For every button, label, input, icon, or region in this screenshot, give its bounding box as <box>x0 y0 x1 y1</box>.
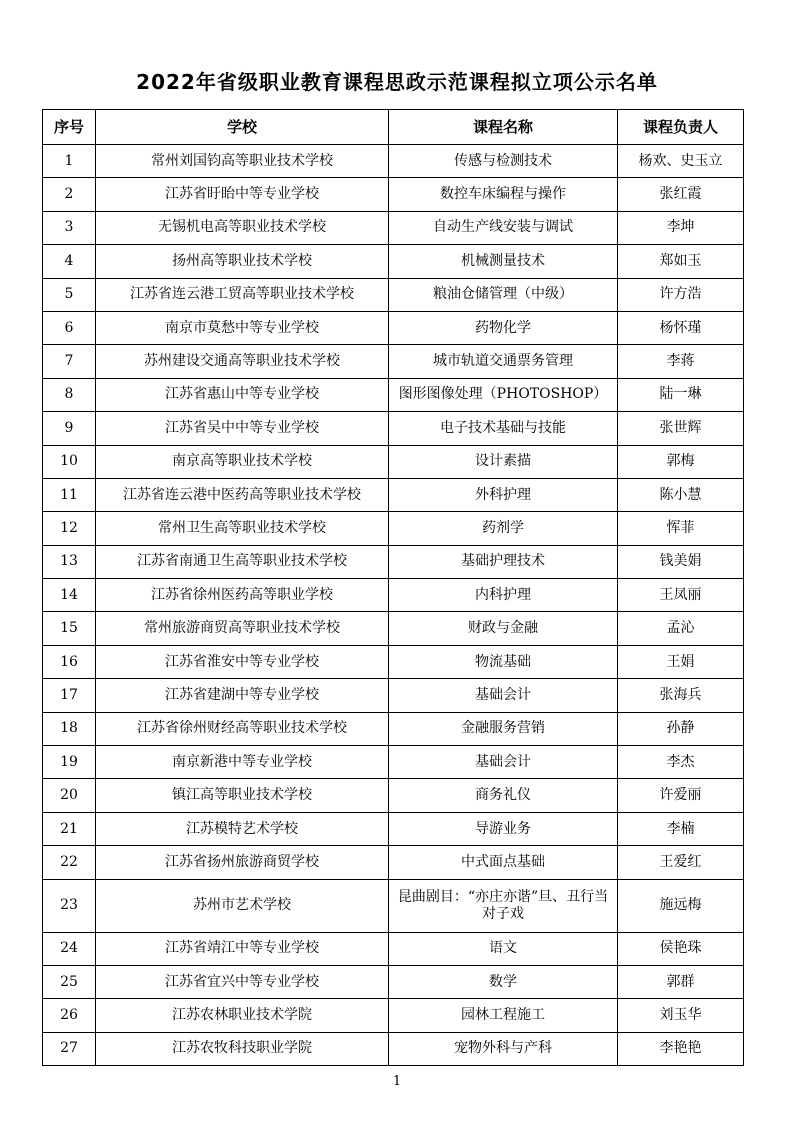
table-row <box>43 779 744 812</box>
cell-school: 江苏省连云港中医药高等职业技术学校 <box>96 478 389 511</box>
cell-school: 常州卫生高等职业技术学校 <box>96 512 389 545</box>
cell-leader: 张红霞 <box>618 178 744 211</box>
cell-index: 14 <box>43 579 96 612</box>
cell-leader: 许方浩 <box>618 278 744 311</box>
page-title: 2022年省级职业教育课程思政示范课程拟立项公示名单 <box>136 70 658 94</box>
cell-index: 7 <box>43 345 96 378</box>
cell-school: 江苏省徐州医药高等职业学校 <box>96 579 389 612</box>
cell-index: 3 <box>43 211 96 244</box>
cell-school: 江苏省吴中中等专业学校 <box>96 412 389 445</box>
cell-school: 江苏农林职业技术学院 <box>96 999 389 1032</box>
table-row <box>43 1032 744 1065</box>
table-row <box>43 445 744 478</box>
table-row <box>43 545 744 578</box>
cell-school: 江苏省惠山中等专业学校 <box>96 378 389 411</box>
cell-course: 金融服务营销 <box>389 712 618 745</box>
cell-index: 26 <box>43 999 96 1032</box>
cell-index: 25 <box>43 965 96 998</box>
cell-leader: 孟沁 <box>618 612 744 645</box>
table-row <box>43 645 744 678</box>
cell-course: 物流基础 <box>389 645 618 678</box>
cell-index: 2 <box>43 178 96 211</box>
cell-leader: 杨怀瑾 <box>618 311 744 344</box>
cell-index: 12 <box>43 512 96 545</box>
cell-school: 镇江高等职业技术学校 <box>96 779 389 812</box>
cell-school: 江苏模特艺术学校 <box>96 812 389 845</box>
cell-leader: 李艳艳 <box>618 1032 744 1065</box>
cell-index: 27 <box>43 1032 96 1065</box>
cell-leader: 钱美娟 <box>618 545 744 578</box>
cell-school: 苏州建设交通高等职业技术学校 <box>96 345 389 378</box>
cell-course: 粮油仓储管理（中级） <box>389 278 618 311</box>
cell-index: 24 <box>43 932 96 965</box>
cell-leader: 施远梅 <box>618 879 744 932</box>
cell-school: 南京市莫愁中等专业学校 <box>96 311 389 344</box>
cell-course: 传感与检测技术 <box>389 145 618 178</box>
table-row <box>43 712 744 745</box>
cell-course: 内科护理 <box>389 579 618 612</box>
cell-index: 10 <box>43 445 96 478</box>
cell-index: 18 <box>43 712 96 745</box>
cell-school: 无锡机电高等职业技术学校 <box>96 211 389 244</box>
table-row <box>43 679 744 712</box>
table-row <box>43 999 744 1032</box>
cell-school: 南京高等职业技术学校 <box>96 445 389 478</box>
table-row <box>43 278 744 311</box>
cell-leader: 郭群 <box>618 965 744 998</box>
cell-course: 园林工程施工 <box>389 999 618 1032</box>
cell-index: 6 <box>43 311 96 344</box>
table-row <box>43 579 744 612</box>
cell-leader: 刘玉华 <box>618 999 744 1032</box>
cell-course: 基础会计 <box>389 746 618 779</box>
cell-leader: 李坤 <box>618 211 744 244</box>
cell-course: 数控车床编程与操作 <box>389 178 618 211</box>
cell-index: 15 <box>43 612 96 645</box>
cell-index: 9 <box>43 412 96 445</box>
cell-index: 8 <box>43 378 96 411</box>
cell-leader: 李杰 <box>618 746 744 779</box>
cell-index: 16 <box>43 645 96 678</box>
cell-course: 电子技术基础与技能 <box>389 412 618 445</box>
cell-course: 商务礼仪 <box>389 779 618 812</box>
table-row <box>43 412 744 445</box>
cell-course: 数学 <box>389 965 618 998</box>
header-course: 课程名称 <box>389 110 618 145</box>
cell-leader: 李楠 <box>618 812 744 845</box>
table-row <box>43 932 744 965</box>
table-row <box>43 245 744 278</box>
cell-course: 药物化学 <box>389 311 618 344</box>
cell-leader: 李蒋 <box>618 345 744 378</box>
cell-leader: 陈小慧 <box>618 478 744 511</box>
cell-leader: 王爱红 <box>618 846 744 879</box>
cell-school: 江苏省南通卫生高等职业技术学校 <box>96 545 389 578</box>
header-index: 序号 <box>43 110 96 145</box>
cell-index: 20 <box>43 779 96 812</box>
cell-leader: 郑如玉 <box>618 245 744 278</box>
cell-course: 外科护理 <box>389 478 618 511</box>
table-row <box>43 145 744 178</box>
cell-school: 常州旅游商贸高等职业技术学校 <box>96 612 389 645</box>
cell-course: 机械测量技术 <box>389 245 618 278</box>
cell-school: 江苏省淮安中等专业学校 <box>96 645 389 678</box>
cell-course: 基础护理技术 <box>389 545 618 578</box>
table-header-row <box>43 110 744 145</box>
table-row <box>43 211 744 244</box>
cell-course: 昆曲剧目：“亦庄亦谐”旦、丑行当对子戏 <box>389 879 618 932</box>
cell-leader: 张世辉 <box>618 412 744 445</box>
cell-course: 自动生产线安装与调试 <box>389 211 618 244</box>
cell-school: 江苏省靖江中等专业学校 <box>96 932 389 965</box>
header-school: 学校 <box>96 110 389 145</box>
cell-leader: 王凤丽 <box>618 579 744 612</box>
cell-index: 4 <box>43 245 96 278</box>
cell-school: 江苏省盱眙中等专业学校 <box>96 178 389 211</box>
cell-school: 扬州高等职业技术学校 <box>96 245 389 278</box>
table-row <box>43 846 744 879</box>
cell-school: 江苏省扬州旅游商贸学校 <box>96 846 389 879</box>
cell-school: 江苏农牧科技职业学院 <box>96 1032 389 1065</box>
cell-leader: 郭梅 <box>618 445 744 478</box>
cell-leader: 陆一琳 <box>618 378 744 411</box>
cell-leader: 张海兵 <box>618 679 744 712</box>
cell-index: 23 <box>43 879 96 932</box>
cell-leader: 王娟 <box>618 645 744 678</box>
table-row <box>43 812 744 845</box>
page-number: 1 <box>392 1074 402 1089</box>
cell-course: 药剂学 <box>389 512 618 545</box>
table-row <box>43 746 744 779</box>
cell-index: 21 <box>43 812 96 845</box>
cell-index: 13 <box>43 545 96 578</box>
project-list-table <box>42 109 744 1066</box>
cell-school: 江苏省徐州财经高等职业技术学校 <box>96 712 389 745</box>
table-row <box>43 512 744 545</box>
cell-course: 财政与金融 <box>389 612 618 645</box>
table-row <box>43 965 744 998</box>
cell-index: 22 <box>43 846 96 879</box>
cell-course: 语文 <box>389 932 618 965</box>
cell-school: 江苏省建湖中等专业学校 <box>96 679 389 712</box>
table-row <box>43 478 744 511</box>
table-row <box>43 311 744 344</box>
cell-course: 设计素描 <box>389 445 618 478</box>
cell-school: 南京新港中等专业学校 <box>96 746 389 779</box>
cell-course: 宠物外科与产科 <box>389 1032 618 1065</box>
cell-leader: 孙静 <box>618 712 744 745</box>
cell-school: 苏州市艺术学校 <box>96 879 389 932</box>
cell-index: 17 <box>43 679 96 712</box>
cell-school: 江苏省连云港工贸高等职业技术学校 <box>96 278 389 311</box>
cell-course: 图形图像处理（PHOTOSHOP） <box>389 378 618 411</box>
table-row <box>43 178 744 211</box>
table-row <box>43 612 744 645</box>
cell-index: 11 <box>43 478 96 511</box>
cell-course: 导游业务 <box>389 812 618 845</box>
cell-index: 19 <box>43 746 96 779</box>
cell-leader: 许爱丽 <box>618 779 744 812</box>
cell-school: 江苏省宜兴中等专业学校 <box>96 965 389 998</box>
cell-school: 常州刘国钧高等职业技术学校 <box>96 145 389 178</box>
cell-index: 1 <box>43 145 96 178</box>
table-row <box>43 879 744 932</box>
cell-course: 基础会计 <box>389 679 618 712</box>
header-leader: 课程负责人 <box>618 110 744 145</box>
cell-course: 城市轨道交通票务管理 <box>389 345 618 378</box>
cell-leader: 杨欢、史玉立 <box>618 145 744 178</box>
cell-index: 5 <box>43 278 96 311</box>
cell-leader: 恽菲 <box>618 512 744 545</box>
cell-course: 中式面点基础 <box>389 846 618 879</box>
table-row <box>43 345 744 378</box>
cell-leader: 侯艳珠 <box>618 932 744 965</box>
table-row <box>43 378 744 411</box>
